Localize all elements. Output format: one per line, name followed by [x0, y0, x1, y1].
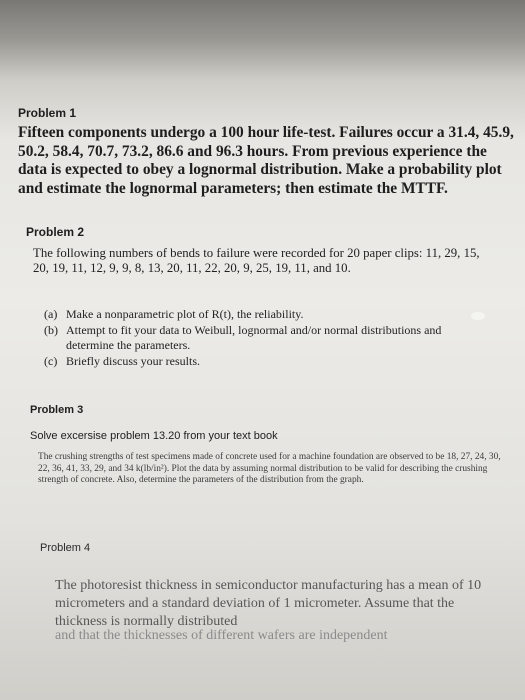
- problem-3-instruction: Solve excersise problem 13.20 from your text book: [30, 430, 278, 442]
- problem-4-heading: Problem 4: [40, 542, 91, 554]
- part-text: Attempt to fit your data to Weibull, lognormal and/or normal distributions and determine the parameters.: [66, 322, 442, 352]
- problem-3-text: The crushing strengths of test specimens made of concrete used for a machine foundation are observed to be 18, 27, 24, 30, 22, 36, 41, 33, 29, and 34 k(lb/in²). Plot the data by assuming normal distribution to be valid for describing the crushing strength of concrete. Also, determine the parameters of the distribution from the graph.: [38, 452, 501, 486]
- list-item: [44, 323, 484, 354]
- list-item: [44, 354, 484, 370]
- problem-4-text: The photoresist thickness in semiconductor manufacturing has a mean of 10 micrometers and a standard deviation of 1 micrometer. Assume that the thickness is normally distributed: [55, 578, 482, 629]
- part-text: Make a nonparametric plot of R(t), the reliability.: [66, 307, 304, 321]
- problem-2-heading: Problem 2: [26, 225, 85, 239]
- part-label: (b): [44, 322, 58, 337]
- part-text: Briefly discuss your results.: [66, 353, 200, 368]
- problem-2-parts: [44, 307, 484, 369]
- light-glare: [471, 312, 485, 320]
- problem-4-cutoff-text: and that the thicknesses of different wafers are independent: [55, 628, 388, 642]
- part-label: (c): [44, 353, 58, 368]
- problem-3-heading: Problem 3: [30, 404, 84, 416]
- problem-1-text: Fifteen components undergo a 100 hour life-test. Failures occur a 31.4, 45.9, 50.2, 58.4, 70.7, 73.2, 86.6 and 96.3 hours. From previous experience the data is expected to obey a lognormal distribution. Make a probability plot and estimate the lognormal parameters; then estimate the MTTF.: [18, 124, 514, 197]
- problem-1-heading: Problem 1: [18, 106, 77, 120]
- list-item: [44, 307, 484, 323]
- problem-2-text: The following numbers of bends to failure were recorded for 20 paper clips: 11, 29, 15, 20, 19, 11, 12, 9, 9, 8, 13, 20, 11, 22, 20, 9, 25, 19, 11, and 10.: [33, 246, 480, 275]
- part-label: (a): [44, 307, 58, 321]
